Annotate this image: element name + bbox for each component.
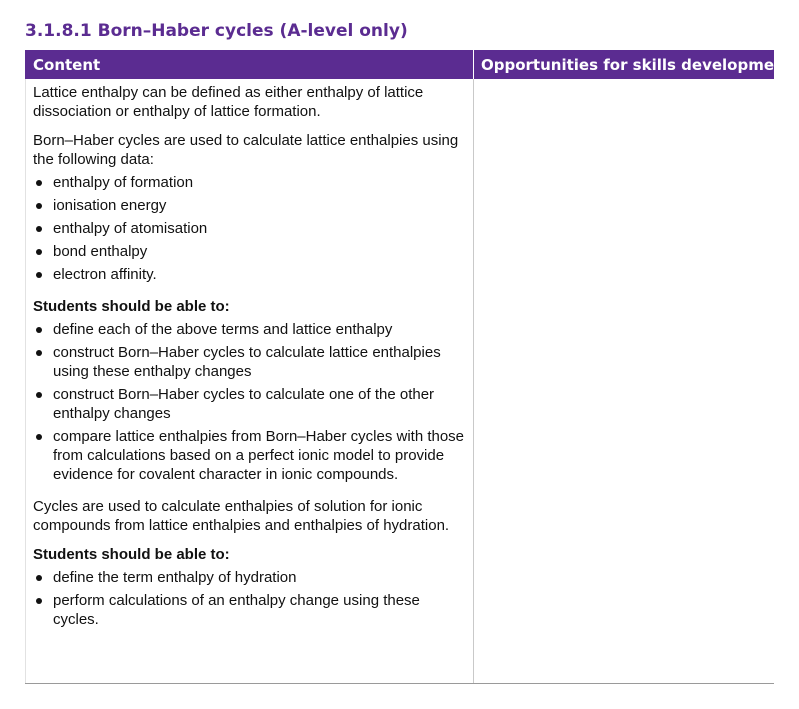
list-item: compare lattice enthalpies from Born–Haber cycles with those from calculations based on a perfect ionic model to provide evidence for covalent character in ionic compounds. <box>33 427 469 484</box>
list-item: enthalpy of atomisation <box>33 219 469 238</box>
list-item: define each of the above terms and lattice enthalpy <box>33 320 469 339</box>
skills-list-1 <box>33 320 469 484</box>
list-item: enthalpy of formation <box>33 173 469 192</box>
header-content: Content <box>33 56 101 74</box>
subheading: Students should be able to: <box>33 546 230 563</box>
list-item: construct Born–Haber cycles to calculate one of the other enthalpy changes <box>33 385 469 423</box>
skills-list-2 <box>33 568 469 629</box>
list-item: perform calculations of an enthalpy change using these cycles. <box>33 591 469 629</box>
born-haber-intro: Born–Haber cycles are used to calculate lattice enthalpies using the following data: <box>33 132 459 168</box>
list-item: ionisation energy <box>33 196 469 215</box>
column-divider <box>473 79 474 683</box>
cycles-solution-paragraph: Cycles are used to calculate enthalpies of solution for ionic compounds from lattice enthalpies and enthalpies of hydration. <box>33 498 450 534</box>
list-item: construct Born–Haber cycles to calculate lattice enthalpies using these enthalpy changes <box>33 343 469 381</box>
section-title: 3.1.8.1 Born–Haber cycles (A-level only) <box>25 21 408 41</box>
lattice-enthalpy-definition: Lattice enthalpy can be defined as either enthalpy of lattice dissociation or enthalpy of lattice formation. <box>33 84 424 120</box>
bottom-rule <box>25 683 774 684</box>
subheading: Students should be able to: <box>33 298 230 315</box>
table-header-row <box>25 50 792 79</box>
header-divider <box>473 50 474 79</box>
list-item: electron affinity. <box>33 265 469 284</box>
list-item: bond enthalpy <box>33 242 469 261</box>
left-rule <box>25 79 26 683</box>
header-skills: Opportunities for skills development <box>481 56 792 74</box>
spec-table <box>25 50 792 684</box>
content-cell <box>33 83 469 642</box>
data-list <box>33 173 469 284</box>
list-item: define the term enthalpy of hydration <box>33 568 469 587</box>
